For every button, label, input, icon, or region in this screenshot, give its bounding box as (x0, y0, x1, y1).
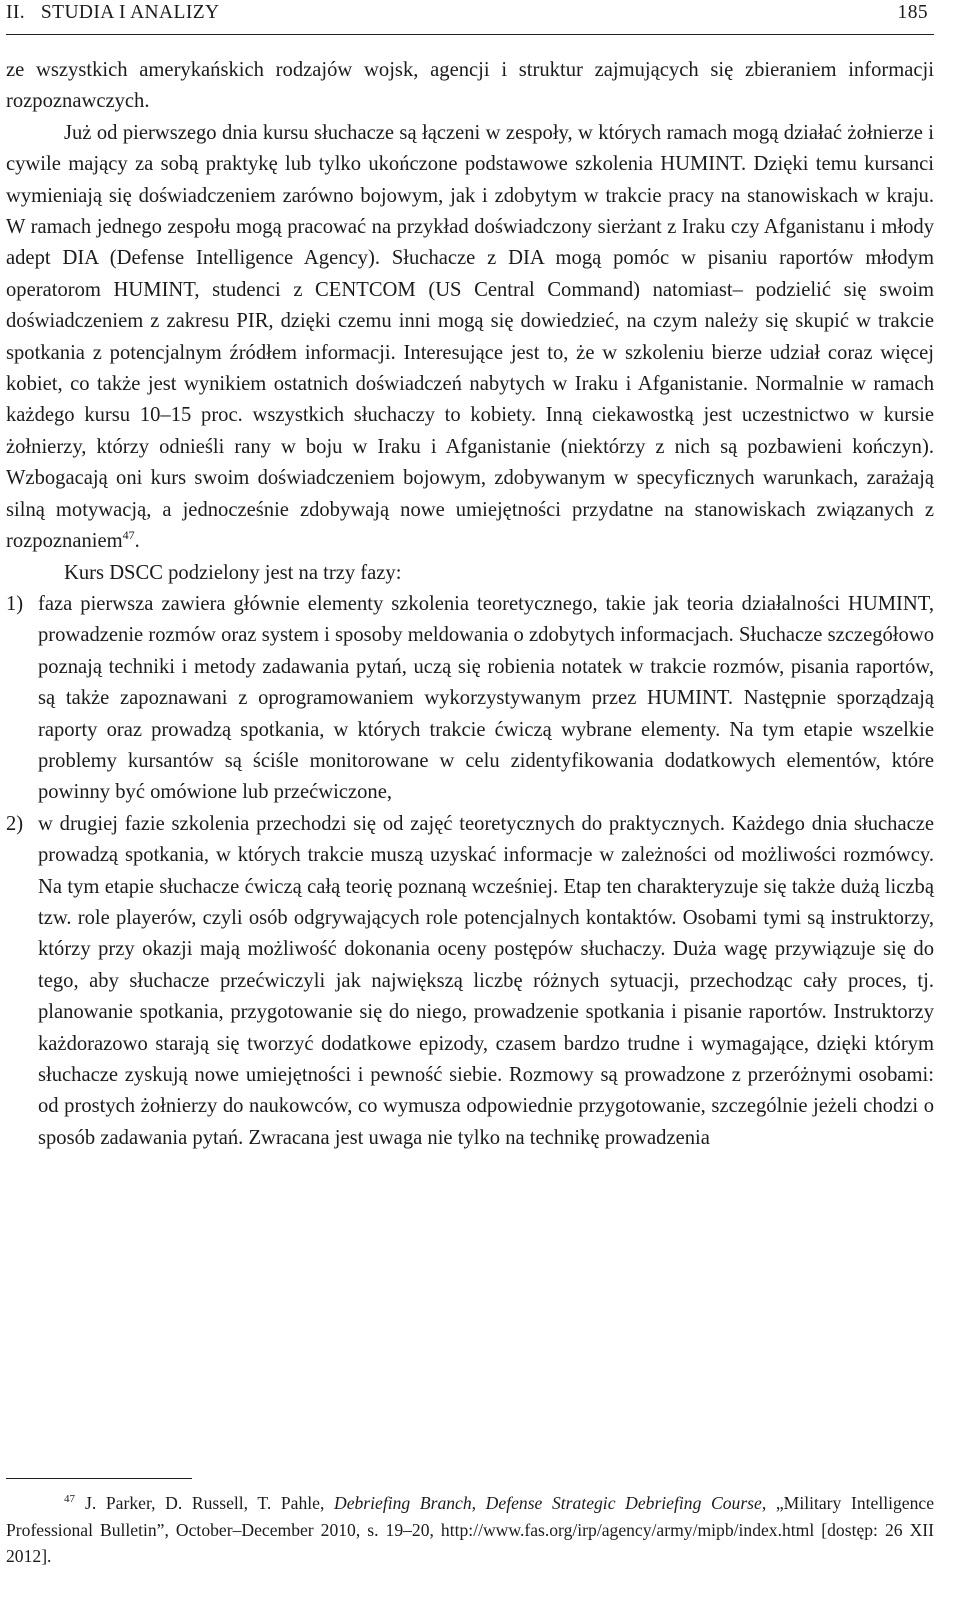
header-rule (6, 34, 934, 35)
paragraph-2-end: . (134, 530, 140, 553)
footnote-reference[interactable]: 47 (122, 528, 135, 543)
list-item (6, 809, 934, 1154)
phase-list (6, 589, 934, 1154)
paragraph-2 (6, 118, 934, 558)
footnote-rule (6, 1478, 192, 1479)
footnote-details: , „Military Intelligence Professional Bulletin”, October–December 2010, s. 19–20, http://www.fas.org/irp/agency/army/mipb/index.html [dostęp: 26 XII 2012]. (6, 1493, 935, 1566)
paragraph-3: Kurs DSCC podzielony jest na trzy fazy: (64, 561, 402, 584)
page-number: 185 (897, 2, 928, 23)
footnote-title: Debriefing Branch, Defense Strategic Debriefing Course (334, 1493, 762, 1513)
paragraph-1: ze wszystkich amerykańskich rodzajów wojsk, agencji i struktur zajmujących się zbieraniem informacji rozpoznawczych. (6, 59, 934, 113)
footnote-number: 47 (64, 1493, 75, 1506)
running-header (6, 0, 934, 28)
footnote-authors: J. Parker, D. Russell, T. Pahle, (85, 1493, 325, 1513)
section-title: II. STUDIA I ANALIZY (6, 2, 220, 23)
list-item-number: 2) (6, 812, 24, 835)
list-item-number: 1) (6, 592, 24, 615)
main-text (6, 55, 934, 1154)
list-item (6, 589, 934, 809)
list-item-text: faza pierwsza zawiera głównie elementy szkolenia teoretycznego, takie jak teoria działalności HUMINT, prowadzenie rozmów oraz system i sposoby meldowania o zdobytych informacjach. Słuchacze szczegółowo poznają techniki i metody zadawania pytań, uczą się robienia notatek w trakcie rozmów, pisania raportów, są także zapoznawani z oprogramowaniem wykorzystywanym przez HUMINT. Następnie sporządzają raporty oraz prowadzą spotkania, w których trakcie ćwiczą wybrane elementy. Na tym etapie wszelkie problemy kursantów są ściśle monitorowane w celu zidentyfikowania dodatkowych elementów, które powinny być omówione lub przećwiczone, (38, 592, 934, 804)
list-item-text: w drugiej fazie szkolenia przechodzi się od zajęć teoretycznych do praktycznych. Każdego dnia słuchacze prowadzą spotkania, w których trakcie muszą uzyskać informacje w zależności od możliwości rozmówcy. Na tym etapie słuchacze ćwiczą całą teorię poznaną wcześniej. Etap ten charakteryzuje się także dużą liczbą tzw. role playerów, czyli osób odgrywających role potencjalnych kontaktów. Osobami tymi są instruktorzy, którzy przy okazji mają możliwość dokonania oceny postępów słuchaczy. Duża wagę przywiązuje się do tego, aby słuchacze przećwiczyli jak największą liczbę różnych sytuacji, przechodząc cały proces, tj. planowanie spotkania, przygotowanie się do niego, prowadzenie spotkania i pisanie raportów. Instruktorzy każdorazowo starają się tworzyć dodatkowe epizody, czasem bardzo trudne i wymagające, dzięki którym słuchacze zyskują nowe umiejętności i pewność siebie. Rozmowy są prowadzone z przeróżnymi osobami: od prostych żołnierzy do naukowców, co wymusza odpowiednie przygotowanie, szczególnie jeżeli chodzi o sposób zadawania pytań. Zwracana jest uwaga nie tylko na technikę prowadzenia (38, 812, 934, 1149)
paragraph-2-text: Już od pierwszego dnia kursu słuchacze są łączeni w zespoły, w których ramach mogą działać żołnierze i cywile mający za sobą praktykę lub tylko ukończone podstawowe szkolenia HUMINT. Dzięki temu kursanci wymieniają się doświadczeniem zarówno bojowym, jak i zdobytym w trakcie pracy na stanowiskach w kraju. W ramach jednego zespołu mogą pracować na przykład doświadczony sierżant z Iraku czy Afganistanu i młody adept DIA (Defense Intelligence Agency). Słuchacze z DIA mogą pomóc w pisaniu raportów młodym operatorom HUMINT, studenci z CENTCOM (US Central Command) natomiast– podzielić się swoim doświadczeniem z zakresu PIR, dzięki czemu inni mogą się dowiedzieć, na czym należy się skupić w trakcie spotkania z potencjalnym źródłem informacji. Interesujące jest to, że w szkoleniu bierze udział coraz więcej kobiet, co także jest wynikiem ostatnich doświadczeń nabytych w Iraku i Afganistanie. Normalnie w ramach każdego kursu 10–15 proc. wszystkich słuchaczy to kobiety. Inną ciekawostką jest uczestnictwo w kursie żołnierzy, którzy odnieśli rany w boju w Iraku i Afganistanie (niektórzy z nich są pozbawieni kończyn). Wzbogacają oni kurs swoim doświadczeniem bojowym, zdobywanym w specyficznych warunkach, zarażają silną motywacją, a jednocześnie zdobywają nowe umiejętności przydatne na stanowiskach związanych z rozpoznaniem (6, 121, 934, 553)
footnote (6, 1490, 934, 1570)
